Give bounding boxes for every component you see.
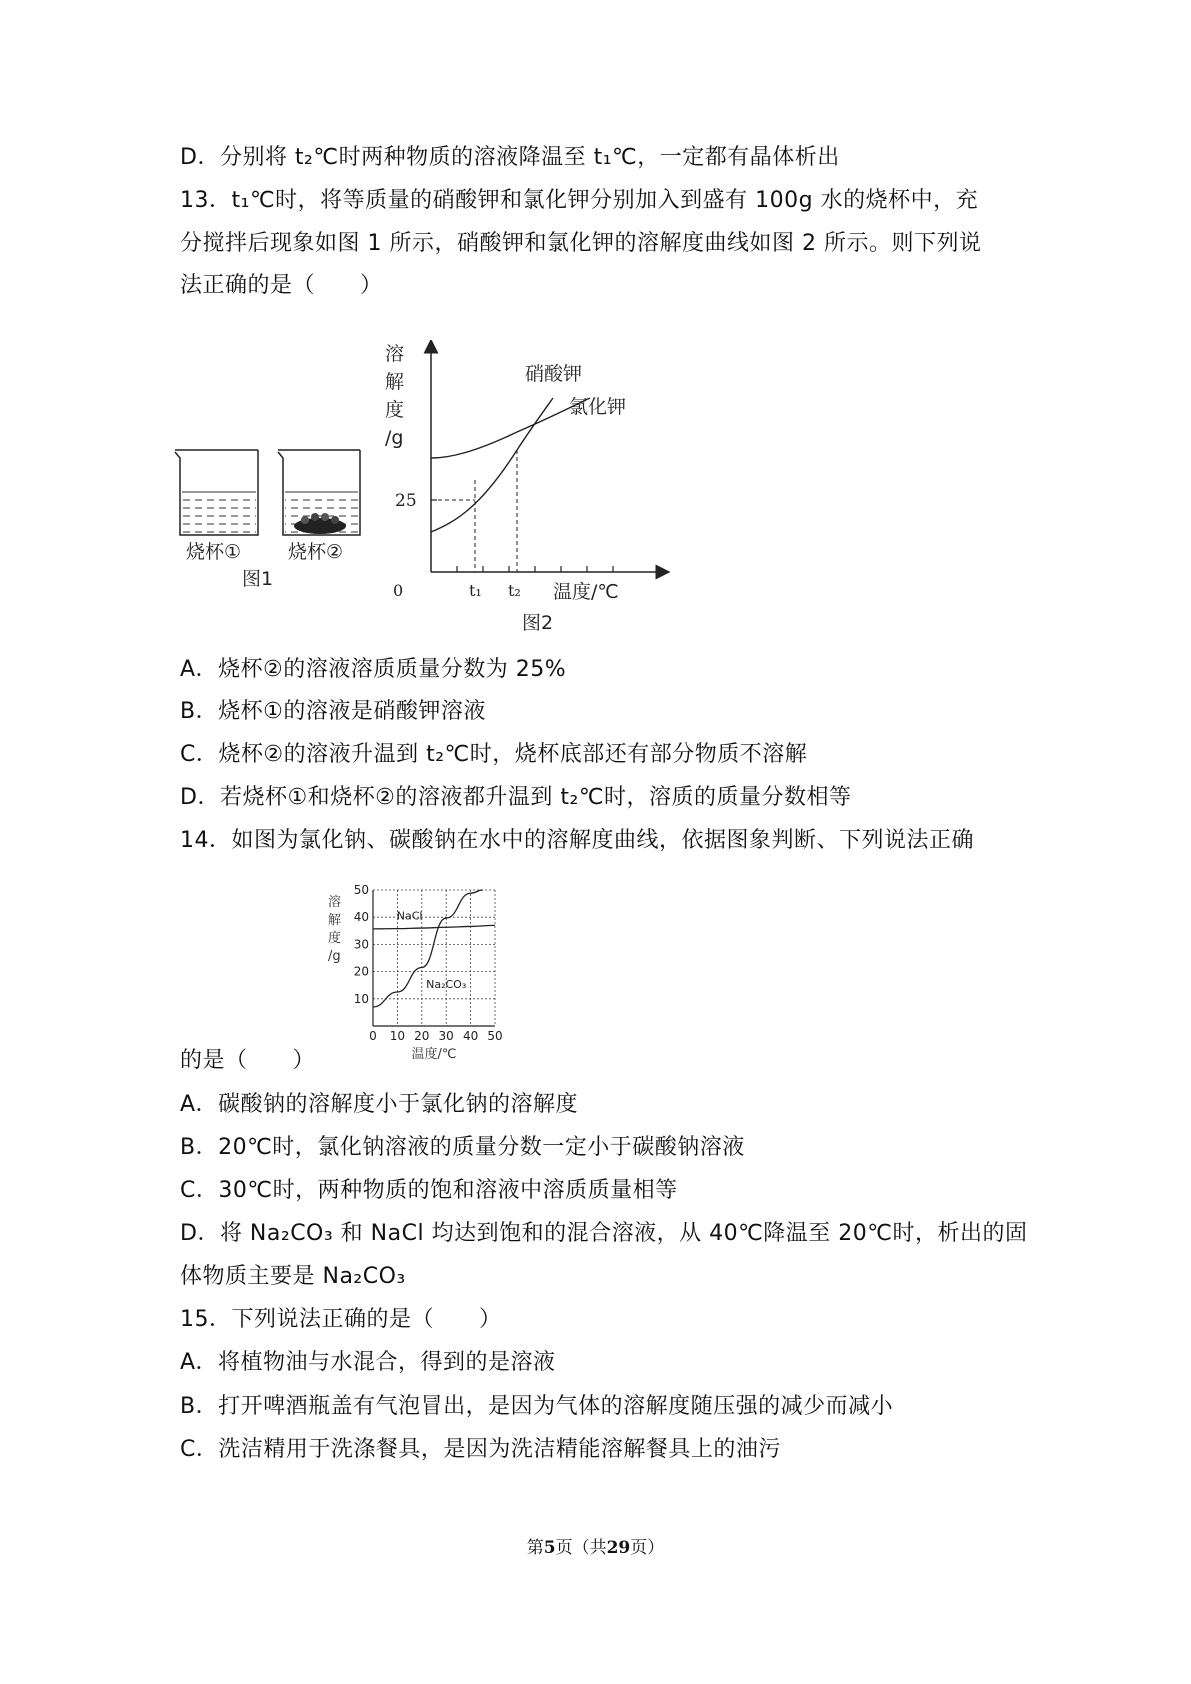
footer-total-pages: 29 xyxy=(606,1538,631,1558)
fig2-origin: 0 xyxy=(393,581,404,600)
q14-option-d-line1: D．将 Na₂CO₃ 和 NaCl 均达到饱和的混合溶液，从 40℃降温至 20℃时，析出的固 xyxy=(180,1221,1028,1246)
x-tick-label: 50 xyxy=(487,1029,503,1043)
beaker-2-label: 烧杯② xyxy=(288,541,344,563)
figure-2-solubility-sketch xyxy=(385,340,705,600)
q14-stem-end: 的是（ ） xyxy=(180,1048,316,1073)
x-axis-label: 温度/℃ xyxy=(411,1047,457,1062)
y-tick-label: 30 xyxy=(353,937,369,952)
q13-option-a: A．烧杯②的溶液溶质质量分数为 25% xyxy=(180,657,567,682)
x-tick-label: 30 xyxy=(438,1029,454,1043)
q15-option-c: C．洗洁精用于洗涤餐具，是因为洗洁精能溶解餐具上的油污 xyxy=(180,1437,781,1462)
q15-option-a: A．将植物油与水混合，得到的是溶液 xyxy=(180,1350,556,1375)
figure-1-caption: 图1 xyxy=(242,568,274,590)
beaker-2 xyxy=(278,450,360,535)
q14-option-a: A．碳酸钠的溶解度小于氯化钠的溶解度 xyxy=(180,1092,579,1117)
y-axis-label: 解 xyxy=(328,913,342,928)
q13-stem-line1: 13．t₁℃时，将等质量的硝酸钾和氯化钾分别加入到盛有 100g 水的烧杯中，充 xyxy=(180,188,979,213)
footer-suffix: 页） xyxy=(630,1538,665,1558)
q13-option-b: B．烧杯①的溶液是硝酸钾溶液 xyxy=(180,699,486,724)
x-tick-label: 40 xyxy=(462,1029,479,1043)
figure-1-beakers xyxy=(170,440,370,590)
beaker-1-label: 烧杯① xyxy=(186,541,242,563)
footer-prefix: 第 xyxy=(526,1538,544,1558)
x-tick-label: 0 xyxy=(369,1029,377,1043)
fig2-ylabel-2: 解 xyxy=(385,371,405,393)
q15-option-b: B．打开啤酒瓶盖有气泡冒出，是因为气体的溶解度随压强的减少而减小 xyxy=(180,1394,894,1419)
y-tick-label: 40 xyxy=(353,910,369,925)
y-tick-label: 20 xyxy=(353,964,369,979)
y-tick-label: 50 xyxy=(353,883,369,897)
page-footer xyxy=(0,1533,1191,1558)
q13-option-c: C．烧杯②的溶液升温到 t₂℃时，烧杯底部还有部分物质不溶解 xyxy=(180,742,808,767)
x-tick-label: 20 xyxy=(414,1029,430,1043)
q14-option-b: B．20℃时，氯化钠溶液的质量分数一定小于碳酸钠溶液 xyxy=(180,1135,745,1160)
q13-stem-line3: 法正确的是（ ） xyxy=(180,273,383,298)
fig2-kno3-curve xyxy=(431,398,553,532)
footer-page-number: 5 xyxy=(543,1538,556,1558)
q13-stem-line2: 分搅拌后现象如图 1 所示，硝酸钾和氯化钾的溶解度曲线如图 2 所示。则下列说 xyxy=(180,231,982,256)
fig2-x-tick-t1: t₁ xyxy=(469,581,482,600)
series-nacl-label: NaCl xyxy=(396,909,423,923)
footer-mid: 页（共 xyxy=(555,1538,607,1558)
fig2-kcl-curve xyxy=(431,398,590,458)
fig2-xlabel: 温度/℃ xyxy=(553,581,619,600)
fig2-ylabel-4: /g xyxy=(385,427,404,449)
y-axis-label: 度 xyxy=(328,931,342,946)
y-axis-label: 溶 xyxy=(328,895,342,910)
y-tick-label: 10 xyxy=(353,991,369,1006)
q14-stem: 14．如图为氯化钠、碳酸钠在水中的溶解度曲线，依据图象判断、下列说法正确 xyxy=(180,828,974,853)
fig2-y-tick-25: 25 xyxy=(395,491,417,511)
series-na2co3-label: Na₂CO₃ xyxy=(426,977,467,991)
q15-stem: 15．下列说法正确的是（ ） xyxy=(180,1307,502,1332)
fig2-series-kcl: 氯化钾 xyxy=(569,396,627,418)
fig2-series-kno3: 硝酸钾 xyxy=(525,363,583,385)
q13-option-d: D．若烧杯①和烧杯②的溶液都升温到 t₂℃时，溶质的质量分数相等 xyxy=(180,785,852,810)
fig2-ylabel-3: 度 xyxy=(385,399,405,421)
q14-solubility-chart xyxy=(325,876,555,1076)
series-nacl-line xyxy=(373,925,495,929)
q14-option-c: C．30℃时，两种物质的饱和溶液中溶质质量相等 xyxy=(180,1178,678,1203)
y-axis-label: /g xyxy=(328,949,341,964)
fig2-x-tick-t2: t₂ xyxy=(508,581,521,600)
fig2-ylabel-1: 溶 xyxy=(385,343,405,365)
beaker-1 xyxy=(175,450,258,535)
q12-option-d: D．分别将 t₂℃时两种物质的溶液降温至 t₁℃，一定都有晶体析出 xyxy=(180,145,840,170)
x-tick-label: 10 xyxy=(389,1029,406,1043)
figure-2-caption-visible: 图2 xyxy=(522,612,554,634)
q14-option-d-line2: 体物质主要是 Na₂CO₃ xyxy=(180,1264,406,1289)
